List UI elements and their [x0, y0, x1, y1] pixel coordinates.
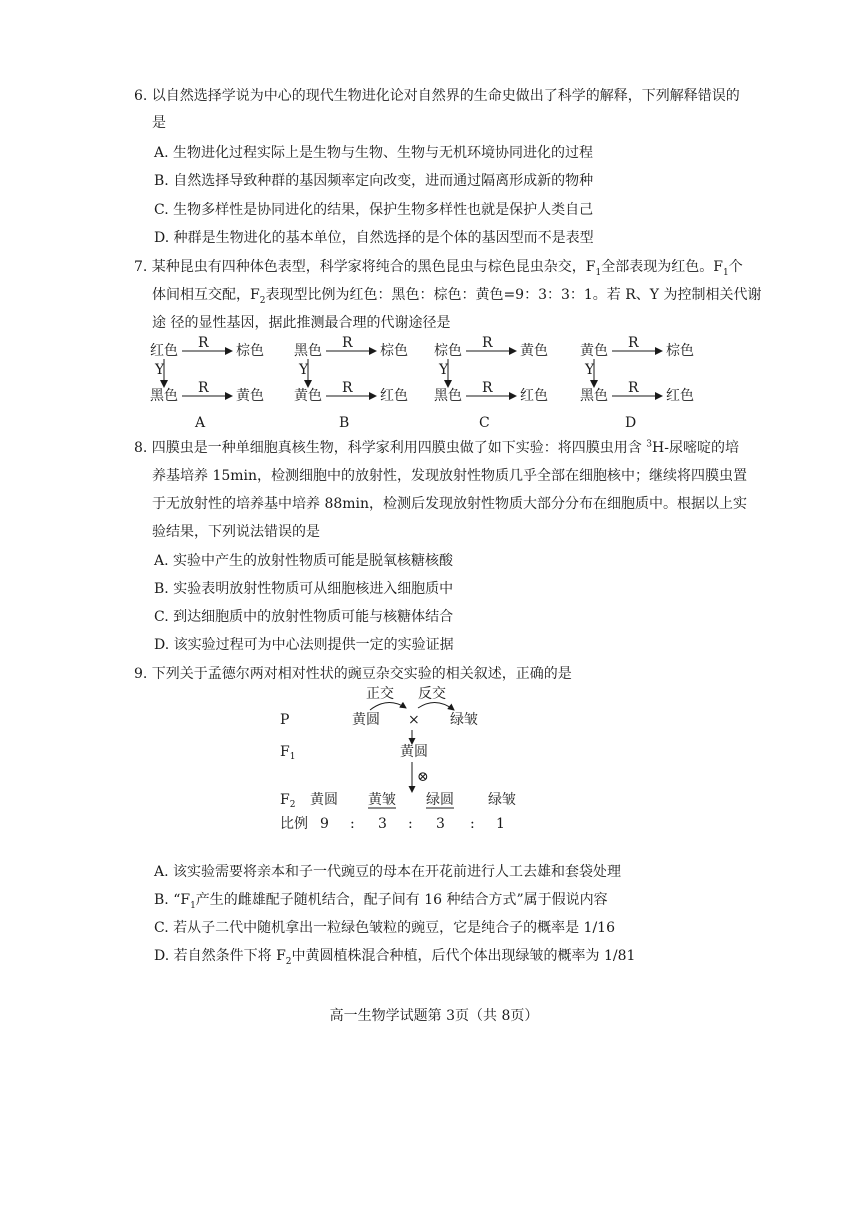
ratio-separator: : [408, 816, 413, 832]
option-c-right-color: 黄色 [520, 343, 548, 359]
option-b-bottom-color: 黄色 [294, 388, 322, 404]
cross-symbol: × [408, 712, 420, 728]
option-d-gene-label-1: R [628, 335, 639, 351]
selfing-symbol: ⊗ [417, 769, 429, 785]
p-generation-label: P [280, 712, 290, 728]
option-b-bottom-right-color: 红色 [380, 388, 408, 404]
f1-generation-label: $F_1$ [280, 744, 296, 762]
option-b-gene-label-2: Y [299, 362, 309, 378]
q9-option-c: C. 若从子二代中随机拿出一粒绿色皱粒的豌豆，它是纯合子的概率是 1/16 [154, 920, 616, 936]
recip-left-label: 正交 [366, 686, 394, 702]
recip-right-label: 反交 [418, 686, 446, 702]
q7-pathway-svg [150, 335, 710, 433]
ratio-value: 1 [496, 816, 505, 832]
f2-generation-label: $F_2$ [280, 792, 296, 810]
q6-option-a: A. 生物进化过程实际上是生物与生物、生物与无机环境协同进化的过程 [154, 145, 594, 161]
option-c-gene-label-3: R [482, 380, 493, 396]
option-c-bottom-color: 黑色 [434, 388, 462, 404]
option-b-right-color: 棕色 [380, 343, 408, 359]
f2-phenotype: 黄皱 [368, 792, 396, 808]
q6-option-c: C. 生物多样性是协同进化的结果，保护生物多样性也就是保护人类自己 [154, 202, 594, 218]
option-d-gene-label-3: R [628, 380, 639, 396]
ratio-label: 比例 [280, 816, 308, 832]
f2-phenotype: 绿圆 [426, 792, 454, 808]
p-right-phenotype: 绿皱 [450, 712, 478, 728]
option-b-top-color: 黑色 [294, 343, 322, 359]
ratio-separator: : [470, 816, 475, 832]
option-a-right-color: 棕色 [236, 343, 264, 359]
q6-option-d: D. 种群是生物进化的基本单位，自然选择的是个体的基因型而不是表型 [154, 230, 594, 246]
q8-stem: 8. 四膜虫是一种单细胞真核生物，科学家利用四膜虫做了如下实验：将四膜虫用含 $^3$H-尿嘧啶的培 [134, 439, 739, 456]
q7-pathway-options [150, 335, 710, 433]
q8-option-a: A. 实验中产生的放射性物质可能是脱氧核糖核酸 [154, 553, 454, 569]
option-d-bottom-right-color: 红色 [666, 388, 694, 404]
q6-stem-cont: 是 [152, 115, 166, 131]
q8-stem-cont-3: 验结果，下列说法错误的是 [152, 524, 320, 540]
q9-option-d: D. 若自然条件下将 $F_2$中黄圆植株混合种植，后代个体出现绿皱的概率为 1/81 [154, 948, 636, 967]
q8-option-b: B. 实验表明放射性物质可从细胞核进入细胞质中 [154, 581, 454, 597]
ratio-value: 3 [378, 816, 387, 832]
f2-phenotype: 黄圆 [310, 792, 338, 808]
option-c-bottom-right-color: 红色 [520, 388, 548, 404]
option-a-bottom-color: 黑色 [150, 388, 178, 404]
option-d-gene-label-2: Y [585, 362, 595, 378]
option-c-gene-label-2: Y [439, 362, 449, 378]
option-b-label: B [339, 415, 350, 431]
q7-stem-cont: 体间相互交配，$F_2$表现型比例为红色：黑色：棕色：黄色=9：3：3：1。若 R、Y 为控制相关代谢 [152, 287, 762, 306]
option-b-gene-label-1: R [342, 335, 353, 351]
q9-option-a: A. 该实验需要将亲本和子一代豌豆的母本在开花前进行人工去雄和套袋处理 [154, 864, 622, 880]
option-a-gene-label-3: R [198, 380, 209, 396]
option-a-bottom-right-color: 黄色 [236, 388, 264, 404]
option-b-gene-label-3: R [342, 380, 353, 396]
q8-stem-cont-2: 于无放射性的培养基中培养 88min，检测后发现放射性物质大部分分布在细胞质中。根据以上实 [152, 496, 748, 512]
ratio-value: 9 [320, 816, 329, 832]
option-c-label: C [479, 415, 490, 431]
ratio-separator: : [350, 816, 355, 832]
option-d-top-color: 黄色 [580, 343, 608, 359]
q8-option-d: D. 该实验过程可为中心法则提供一定的实验证据 [154, 637, 454, 653]
q7-stem-cont-2: 途 径的显性基因，据此推测最合理的代谢途径是 [152, 315, 451, 331]
reciprocal-arrow-right [418, 702, 454, 710]
option-a-gene-label-1: R [198, 335, 209, 351]
option-d-bottom-color: 黑色 [580, 388, 608, 404]
reciprocal-arrow-left [370, 702, 406, 710]
f2-phenotype: 绿皱 [488, 792, 516, 808]
q9-cross-svg [270, 682, 550, 832]
q9-stem: 9. 下列关于孟德尔两对相对性状的豌豆杂交实验的相关叙述，正确的是 [134, 666, 572, 682]
q9-option-b: B. “$F_1$产生的雌雄配子随机结合，配子间有 16 种结合方式”属于假说内容 [154, 892, 608, 911]
q6-stem: 6. 以自然选择学说为中心的现代生物进化论对自然界的生命史做出了科学的解释，下列解释错误的 [134, 88, 740, 104]
ratio-value: 3 [436, 816, 445, 832]
option-d-right-color: 棕色 [666, 343, 694, 359]
option-c-gene-label-1: R [482, 335, 493, 351]
page-footer: 高一生物学试题第 3页（共 8页） [329, 1008, 539, 1024]
option-c-top-color: 棕色 [434, 343, 462, 359]
q7-stem: 7. 某种昆虫有四种体色表型，科学家将纯合的黑色昆虫与棕色昆虫杂交，$F_1$全部表现为红色。$F_1$个 [134, 259, 743, 278]
q9-cross-diagram [270, 682, 550, 832]
option-a-label: A [195, 415, 206, 431]
f1-phenotype: 黄圆 [400, 744, 428, 760]
option-a-top-color: 红色 [150, 343, 178, 359]
p-left-phenotype: 黄圆 [352, 712, 380, 728]
option-a-gene-label-2: Y [155, 362, 165, 378]
q6-option-b: B. 自然选择导致种群的基因频率定向改变，进而通过隔离形成新的物种 [154, 173, 594, 189]
q8-stem-cont: 养基培养 15min，检测细胞中的放射性，发现放射性物质几乎全部在细胞核中；继续将四膜虫置 [152, 468, 748, 484]
q8-option-c: C. 到达细胞质中的放射性物质可能与核糖体结合 [154, 609, 454, 625]
option-d-label: D [625, 415, 637, 431]
